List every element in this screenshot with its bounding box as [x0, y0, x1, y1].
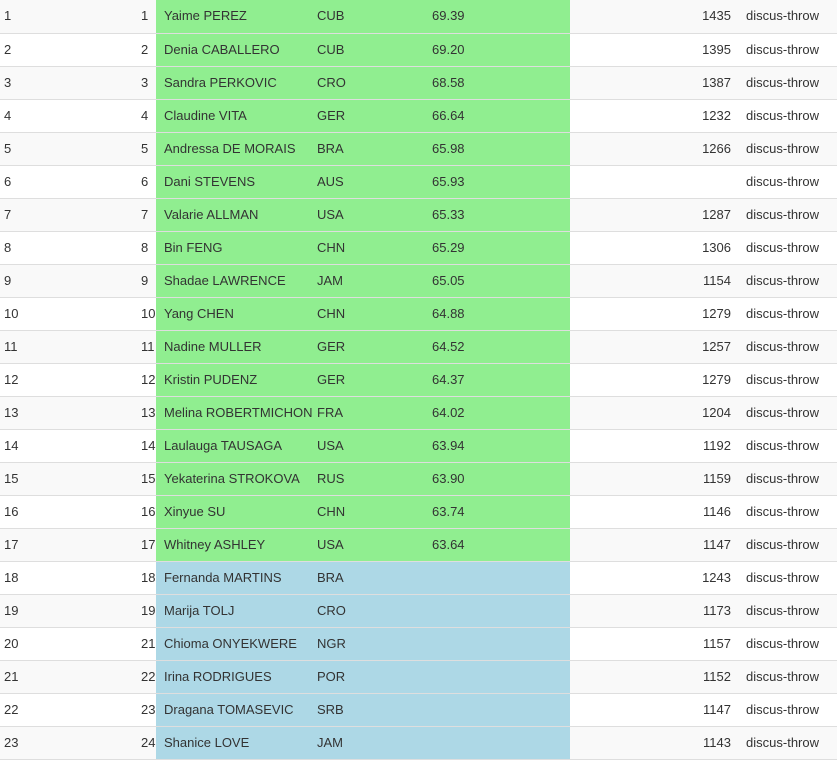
row-index: 4: [0, 99, 141, 132]
athlete-name-cell: Yekaterina STROKOVA: [156, 462, 309, 495]
score-cell: 1387: [570, 66, 741, 99]
table-row[interactable]: [0, 594, 837, 627]
rank-cell: 15: [141, 462, 156, 495]
table-row[interactable]: [0, 132, 837, 165]
mark-cell: 69.39: [424, 0, 570, 33]
mark-cell: 65.29: [424, 231, 570, 264]
country-cell: POR: [309, 660, 424, 693]
table-row[interactable]: [0, 726, 837, 759]
row-index: 20: [0, 627, 141, 660]
score-cell: 1279: [570, 363, 741, 396]
rank-cell: 13: [141, 396, 156, 429]
mark-cell: [424, 561, 570, 594]
table-row[interactable]: [0, 330, 837, 363]
mark-cell: 63.90: [424, 462, 570, 495]
event-cell: discus-throw: [741, 594, 837, 627]
rank-cell: 23: [141, 693, 156, 726]
row-index: 15: [0, 462, 141, 495]
rank-cell: 12: [141, 363, 156, 396]
score-cell: 1204: [570, 396, 741, 429]
mark-cell: [424, 660, 570, 693]
country-cell: FRA: [309, 396, 424, 429]
row-index: 17: [0, 528, 141, 561]
athlete-name-cell: Dragana TOMASEVIC: [156, 693, 309, 726]
score-cell: 1152: [570, 660, 741, 693]
event-cell: discus-throw: [741, 198, 837, 231]
table-row[interactable]: [0, 429, 837, 462]
score-cell: 1157: [570, 627, 741, 660]
row-index: 5: [0, 132, 141, 165]
rank-cell: 21: [141, 627, 156, 660]
mark-cell: 68.58: [424, 66, 570, 99]
table-row[interactable]: [0, 165, 837, 198]
athlete-name-cell: Melina ROBERTMICHON: [156, 396, 309, 429]
score-cell: 1159: [570, 462, 741, 495]
mark-cell: [424, 726, 570, 759]
athlete-name-cell: Yang CHEN: [156, 297, 309, 330]
event-cell: discus-throw: [741, 264, 837, 297]
country-cell: USA: [309, 528, 424, 561]
mark-cell: [424, 627, 570, 660]
rank-cell: 11: [141, 330, 156, 363]
athlete-name-cell: Xinyue SU: [156, 495, 309, 528]
row-index: 7: [0, 198, 141, 231]
rank-cell: 22: [141, 660, 156, 693]
row-index: 11: [0, 330, 141, 363]
rank-cell: 19: [141, 594, 156, 627]
athlete-name-cell: Nadine MULLER: [156, 330, 309, 363]
country-cell: NGR: [309, 627, 424, 660]
event-cell: discus-throw: [741, 330, 837, 363]
athlete-name-cell: Irina RODRIGUES: [156, 660, 309, 693]
event-cell: discus-throw: [741, 726, 837, 759]
mark-cell: 66.64: [424, 99, 570, 132]
event-cell: discus-throw: [741, 429, 837, 462]
score-cell: 1147: [570, 528, 741, 561]
country-cell: BRA: [309, 132, 424, 165]
mark-cell: 65.05: [424, 264, 570, 297]
score-cell: 1173: [570, 594, 741, 627]
row-index: 21: [0, 660, 141, 693]
row-index: 23: [0, 726, 141, 759]
athlete-name-cell: Shanice LOVE: [156, 726, 309, 759]
rank-cell: 18: [141, 561, 156, 594]
table-row[interactable]: [0, 495, 837, 528]
table-row[interactable]: [0, 0, 837, 33]
event-cell: discus-throw: [741, 99, 837, 132]
country-cell: CHN: [309, 231, 424, 264]
athlete-name-cell: Denia CABALLERO: [156, 33, 309, 66]
row-index: 10: [0, 297, 141, 330]
country-cell: JAM: [309, 264, 424, 297]
score-cell: 1232: [570, 99, 741, 132]
table-row[interactable]: [0, 363, 837, 396]
rank-cell: 8: [141, 231, 156, 264]
event-cell: discus-throw: [741, 363, 837, 396]
rank-cell: 24: [141, 726, 156, 759]
score-cell: 1395: [570, 33, 741, 66]
table-row[interactable]: [0, 627, 837, 660]
mark-cell: 69.20: [424, 33, 570, 66]
athlete-name-cell: Sandra PERKOVIC: [156, 66, 309, 99]
mark-cell: 63.64: [424, 528, 570, 561]
event-cell: discus-throw: [741, 132, 837, 165]
mark-cell: 63.94: [424, 429, 570, 462]
country-cell: CHN: [309, 297, 424, 330]
athlete-name-cell: Laulauga TAUSAGA: [156, 429, 309, 462]
mark-cell: 65.98: [424, 132, 570, 165]
row-index: 9: [0, 264, 141, 297]
country-cell: RUS: [309, 462, 424, 495]
event-cell: discus-throw: [741, 297, 837, 330]
rank-cell: 1: [141, 0, 156, 33]
score-cell: 1257: [570, 330, 741, 363]
score-cell: 1435: [570, 0, 741, 33]
country-cell: GER: [309, 330, 424, 363]
score-cell: 1287: [570, 198, 741, 231]
country-cell: CHN: [309, 495, 424, 528]
row-index: 22: [0, 693, 141, 726]
rank-cell: 17: [141, 528, 156, 561]
score-cell: [570, 165, 741, 198]
event-cell: discus-throw: [741, 561, 837, 594]
table-row[interactable]: [0, 693, 837, 726]
country-cell: USA: [309, 198, 424, 231]
mark-cell: 63.74: [424, 495, 570, 528]
table-row[interactable]: [0, 198, 837, 231]
score-cell: 1146: [570, 495, 741, 528]
rank-cell: 9: [141, 264, 156, 297]
athlete-name-cell: Chioma ONYEKWERE: [156, 627, 309, 660]
rank-cell: 5: [141, 132, 156, 165]
event-cell: discus-throw: [741, 462, 837, 495]
country-cell: USA: [309, 429, 424, 462]
rank-cell: 3: [141, 66, 156, 99]
event-cell: discus-throw: [741, 165, 837, 198]
table-row[interactable]: [0, 396, 837, 429]
score-cell: 1306: [570, 231, 741, 264]
country-cell: CRO: [309, 66, 424, 99]
table-row[interactable]: [0, 231, 837, 264]
mark-cell: 64.88: [424, 297, 570, 330]
mark-cell: [424, 693, 570, 726]
row-index: 2: [0, 33, 141, 66]
row-index: 18: [0, 561, 141, 594]
score-cell: 1192: [570, 429, 741, 462]
score-cell: 1266: [570, 132, 741, 165]
row-index: 16: [0, 495, 141, 528]
score-cell: 1147: [570, 693, 741, 726]
table-row[interactable]: [0, 264, 837, 297]
rank-cell: 4: [141, 99, 156, 132]
event-cell: discus-throw: [741, 627, 837, 660]
table-row[interactable]: [0, 33, 837, 66]
row-index: 8: [0, 231, 141, 264]
athlete-name-cell: Claudine VITA: [156, 99, 309, 132]
event-cell: discus-throw: [741, 0, 837, 33]
athlete-name-cell: Kristin PUDENZ: [156, 363, 309, 396]
table-row[interactable]: [0, 528, 837, 561]
row-index: 14: [0, 429, 141, 462]
event-cell: discus-throw: [741, 495, 837, 528]
country-cell: BRA: [309, 561, 424, 594]
country-cell: GER: [309, 363, 424, 396]
country-cell: GER: [309, 99, 424, 132]
athlete-name-cell: Shadae LAWRENCE: [156, 264, 309, 297]
athlete-name-cell: Fernanda MARTINS: [156, 561, 309, 594]
row-index: 12: [0, 363, 141, 396]
country-cell: SRB: [309, 693, 424, 726]
score-cell: 1243: [570, 561, 741, 594]
score-cell: 1154: [570, 264, 741, 297]
athlete-name-cell: Yaime PEREZ: [156, 0, 309, 33]
country-cell: JAM: [309, 726, 424, 759]
event-cell: discus-throw: [741, 66, 837, 99]
mark-cell: 64.02: [424, 396, 570, 429]
table-row[interactable]: [0, 66, 837, 99]
country-cell: CRO: [309, 594, 424, 627]
table-row[interactable]: [0, 99, 837, 132]
row-index: 1: [0, 0, 141, 33]
event-cell: discus-throw: [741, 33, 837, 66]
mark-cell: 65.33: [424, 198, 570, 231]
athlete-name-cell: Marija TOLJ: [156, 594, 309, 627]
row-index: 6: [0, 165, 141, 198]
table-row[interactable]: [0, 561, 837, 594]
row-index: 19: [0, 594, 141, 627]
table-row[interactable]: [0, 462, 837, 495]
rank-cell: 2: [141, 33, 156, 66]
score-cell: 1143: [570, 726, 741, 759]
event-cell: discus-throw: [741, 396, 837, 429]
table-row[interactable]: [0, 660, 837, 693]
rank-cell: 10: [141, 297, 156, 330]
country-cell: AUS: [309, 165, 424, 198]
table-row[interactable]: [0, 297, 837, 330]
athlete-name-cell: Andressa DE MORAIS: [156, 132, 309, 165]
rank-cell: 7: [141, 198, 156, 231]
rank-cell: 14: [141, 429, 156, 462]
rank-cell: 6: [141, 165, 156, 198]
athlete-name-cell: Dani STEVENS: [156, 165, 309, 198]
athlete-name-cell: Valarie ALLMAN: [156, 198, 309, 231]
event-cell: discus-throw: [741, 660, 837, 693]
mark-cell: [424, 594, 570, 627]
country-cell: CUB: [309, 33, 424, 66]
mark-cell: 64.37: [424, 363, 570, 396]
row-index: 13: [0, 396, 141, 429]
score-cell: 1279: [570, 297, 741, 330]
row-index: 3: [0, 66, 141, 99]
rank-cell: 16: [141, 495, 156, 528]
mark-cell: 65.93: [424, 165, 570, 198]
athlete-name-cell: Whitney ASHLEY: [156, 528, 309, 561]
country-cell: CUB: [309, 0, 424, 33]
mark-cell: 64.52: [424, 330, 570, 363]
event-cell: discus-throw: [741, 528, 837, 561]
event-cell: discus-throw: [741, 231, 837, 264]
event-cell: discus-throw: [741, 693, 837, 726]
athlete-name-cell: Bin FENG: [156, 231, 309, 264]
